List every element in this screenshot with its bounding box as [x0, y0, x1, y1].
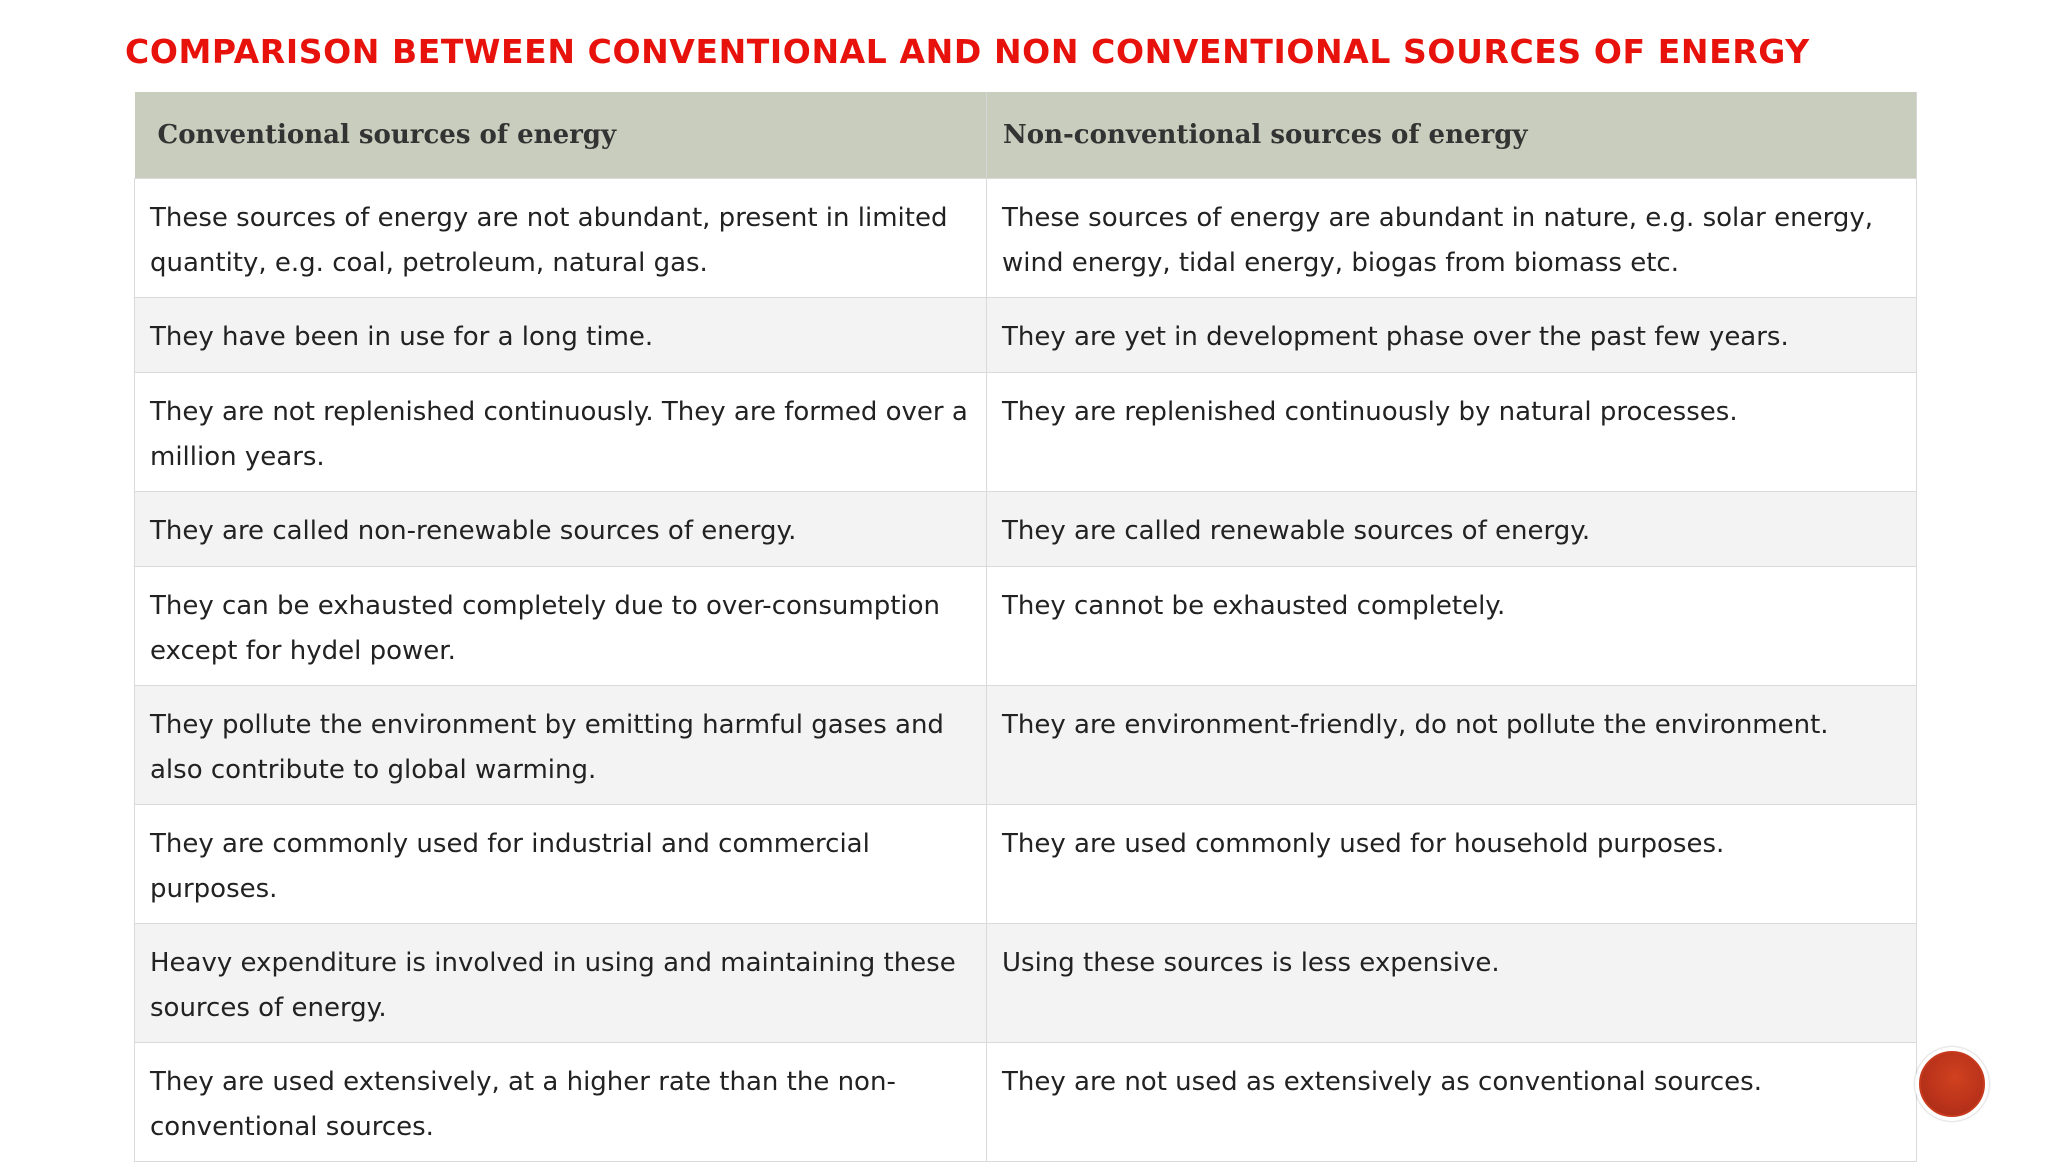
comparison-table-container: [134, 92, 1916, 1162]
cell-conventional: They are used extensively, at a higher rate than the non-conventional sources.: [135, 1043, 987, 1162]
cell-conventional: They are not replenished continuously. They are formed over a million years.: [135, 373, 987, 492]
red-circle-icon[interactable]: [1915, 1047, 1989, 1121]
red-circle-icon-fill: [1919, 1051, 1985, 1117]
table-row: [135, 298, 1917, 373]
cell-non-conventional: They cannot be exhausted completely.: [987, 567, 1917, 686]
cell-conventional: Heavy expenditure is involved in using and maintaining these sources of energy.: [135, 924, 987, 1043]
cell-conventional: They are commonly used for industrial and commercial purposes.: [135, 805, 987, 924]
table-row: [135, 805, 1917, 924]
table-row: [135, 924, 1917, 1043]
cell-conventional: They are called non-renewable sources of energy.: [135, 492, 987, 567]
header-non-conventional: Non-conventional sources of energy: [987, 92, 1917, 179]
cell-non-conventional: Using these sources is less expensive.: [987, 924, 1917, 1043]
table-row: [135, 373, 1917, 492]
table-row: [135, 179, 1917, 298]
slide-title: COMPARISON BETWEEN CONVENTIONAL AND NON CONVENTIONAL SOURCES OF ENERGY: [125, 32, 1810, 71]
cell-non-conventional: They are not used as extensively as conventional sources.: [987, 1043, 1917, 1162]
cell-conventional: They pollute the environment by emitting harmful gases and also contribute to global warming.: [135, 686, 987, 805]
table-row: [135, 1043, 1917, 1162]
table-row: [135, 567, 1917, 686]
header-conventional: Conventional sources of energy: [135, 92, 987, 179]
cell-non-conventional: They are called renewable sources of energy.: [987, 492, 1917, 567]
cell-non-conventional: They are replenished continuously by natural processes.: [987, 373, 1917, 492]
table-header-row: [135, 92, 1917, 179]
table-row: [135, 686, 1917, 805]
cell-conventional: They have been in use for a long time.: [135, 298, 987, 373]
cell-conventional: They can be exhausted completely due to over-consumption except for hydel power.: [135, 567, 987, 686]
cell-non-conventional: These sources of energy are abundant in nature, e.g. solar energy, wind energy, tidal energy, biogas from biomass etc.: [987, 179, 1917, 298]
comparison-table: [134, 92, 1917, 1162]
cell-conventional: These sources of energy are not abundant, present in limited quantity, e.g. coal, petroleum, natural gas.: [135, 179, 987, 298]
table-row: [135, 492, 1917, 567]
cell-non-conventional: They are used commonly used for household purposes.: [987, 805, 1917, 924]
cell-non-conventional: They are yet in development phase over the past few years.: [987, 298, 1917, 373]
cell-non-conventional: They are environment-friendly, do not pollute the environment.: [987, 686, 1917, 805]
